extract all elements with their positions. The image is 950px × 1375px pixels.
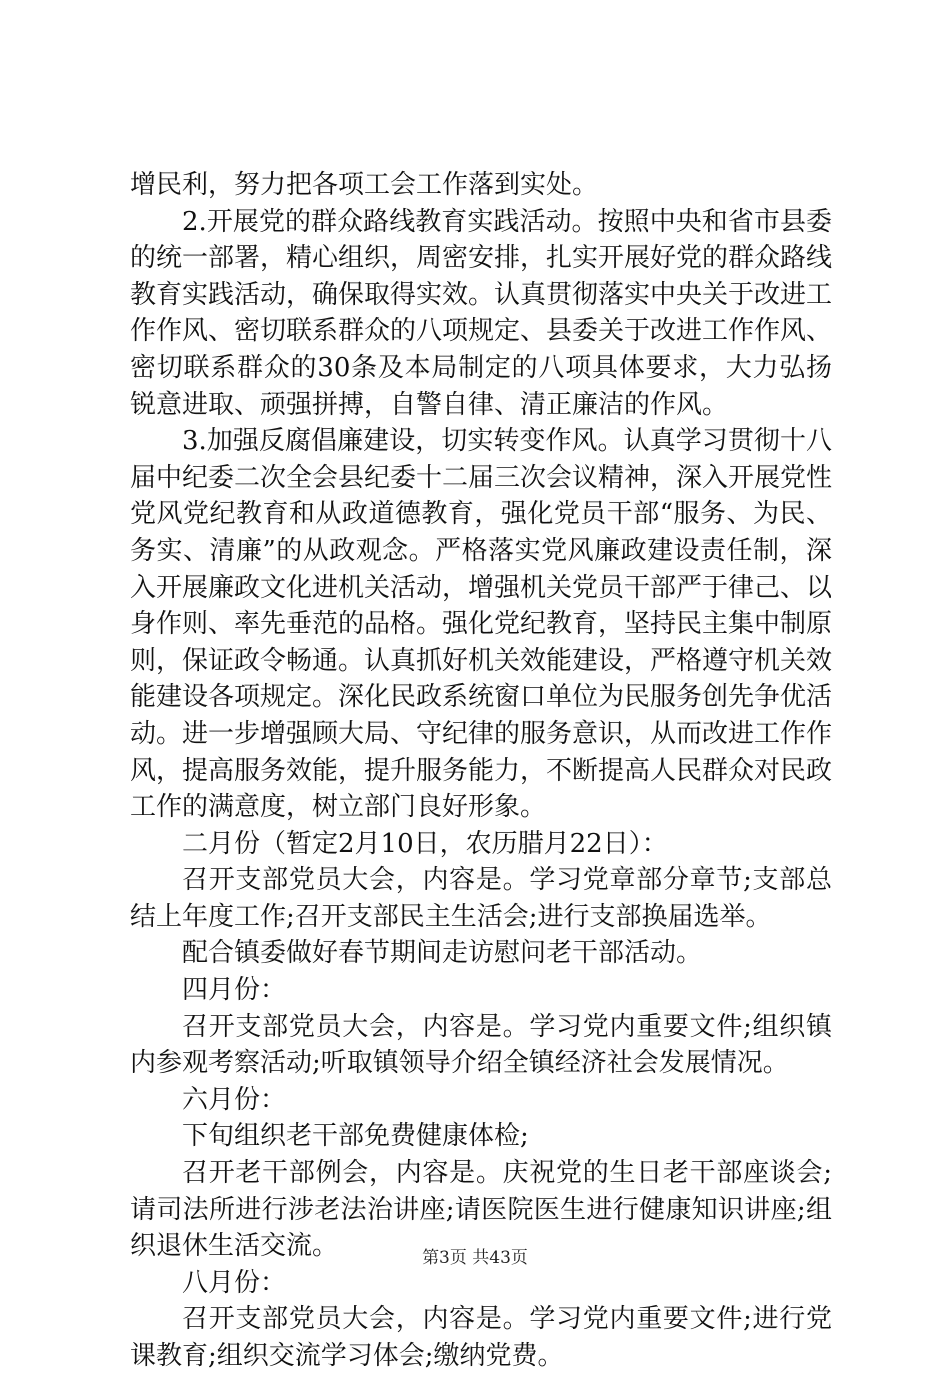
paragraph-february-meeting: 召开支部党员大会，内容是。学习党章部分章节;支部总结上年度工作;召开支部民主生活会;进行支部换届选举。: [130, 865, 832, 932]
paragraph-item-2: 2.开展党的群众路线教育实践活动。按照中央和省市县委的统一部署，精心组织，周密安排，扎实开展好党的群众路线教育实践活动，确保取得实效。认真贯彻落实中央关于改进工作作风、密切联系群众的八项规定、县委关于改进工作作风、密切联系群众的30条及本局制定的八项具体要求，大力弘扬锐意进取、顽强拼搏，自警自律、清正廉洁的作风。: [130, 206, 833, 420]
paragraph-august-meeting: 召开支部党员大会，内容是。学习党内重要文件;进行党课教育;组织交流学习体会;缴纳党费。: [130, 1304, 832, 1371]
paragraph-april-meeting: 召开支部党员大会，内容是。学习党内重要文件;组织镇内参观考察活动;听取镇领导介绍全镇经济社会发展情况。: [130, 1011, 832, 1079]
paragraph-june-meeting: 召开老干部例会，内容是。庆祝党的生日老干部座谈会;请司法所进行涉老法治讲座;请医院医生进行健康知识讲座;组织退休生活交流。: [130, 1158, 832, 1262]
paragraph-april-heading: 四月份：: [182, 975, 287, 1006]
paragraph-february-heading: 二月份（暂定2月10日，农历腊月22日）：: [182, 828, 668, 859]
document-body: [130, 167, 832, 1375]
paragraph-february-visit: 配合镇委做好春节期间走访慰问老干部活动。: [182, 938, 703, 969]
page-number-footer: 第3页 共43页: [422, 1248, 528, 1268]
paragraph-item-3: 3.加强反腐倡廉建设，切实转变作风。认真学习贯彻十八届中纪委二次全会县纪委十二届三次会议精神，深入开展党性党风党纪教育和从政道德教育，强化党员干部“服务、为民、务实、清廉”的从政观念。严格落实党风廉政建设责任制，深入开展廉政文化进机关活动，增强机关党员干部严于律己、以身作则、率先垂范的品格。强化党纪教育，坚持民主集中制原则，保证政令畅通。认真抓好机关效能建设，严格遵守机关效能建设各项规定。深化民政系统窗口单位为民服务创先争优活动。进一步增强顾大局、守纪律的服务意识，从而改进工作作风，提高服务效能，提升服务能力，不断提高人民群众对民政工作的满意度，树立部门良好形象。: [130, 426, 833, 823]
paragraph-continuation: 增民利，努力把各项工会工作落到实处。: [130, 170, 599, 200]
paragraph-june-heading: 六月份：: [182, 1084, 287, 1115]
paragraph-june-checkup: 下旬组织老干部免费健康体检;: [182, 1121, 529, 1152]
paragraph-august-heading: 八月份：: [182, 1267, 287, 1298]
